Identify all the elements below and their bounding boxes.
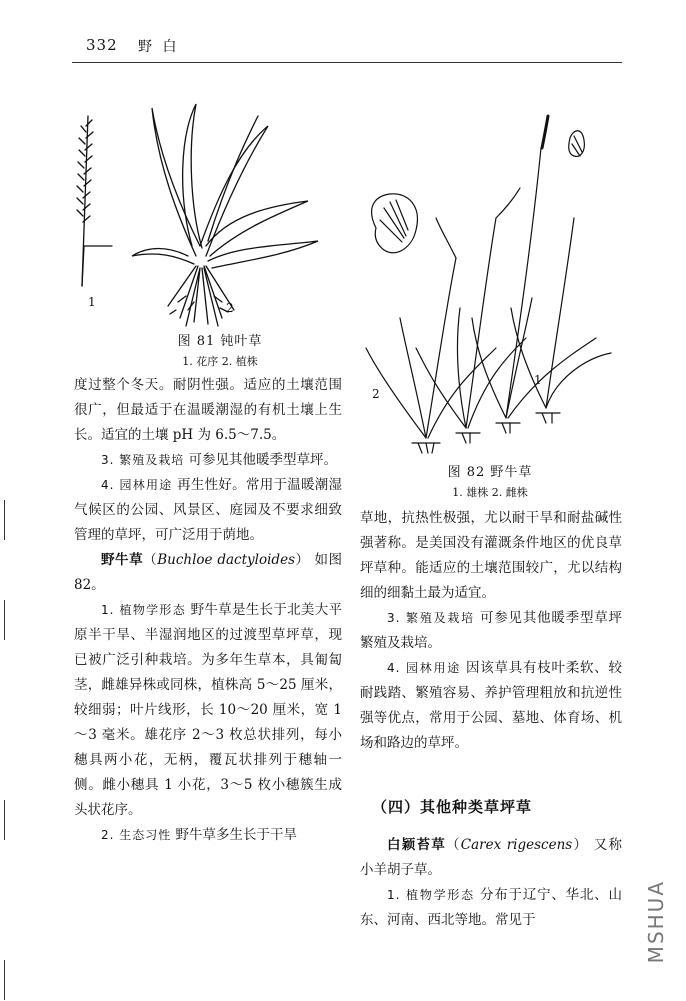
figure-82-title: 图 82 野牛草: [447, 465, 533, 480]
header-rule: [72, 62, 622, 63]
left-species-intro: [74, 548, 342, 598]
left-paragraph-2: [74, 448, 342, 473]
left-subhead-landscape-use: 4. 园林用途: [101, 478, 173, 492]
right-paragraph-5-body: 分布于辽宁、华北、山东、河南、西北等地。常见于: [360, 887, 623, 928]
right-species-intro-rest: ） 又称小羊胡子草。: [360, 837, 623, 878]
left-paragraph-6-body: 野牛草多生长于干旱: [171, 827, 298, 843]
right-paren-open: （: [446, 837, 461, 853]
species-name-buffalograss: 野牛草: [101, 552, 144, 568]
left-paragraph-5-body: 野牛草是生长于北美大平原半干旱、半湿润地区的过渡型草坪草，现已被广泛引种栽培。为多年生草本，具匍匐茎，雌雄异株或同株，植株高 5～25 厘米，较细弱；叶片线形，长 10～20 厘米，宽 1～3 毫米。雄花序 2～3 枚总状排列，每小穗具两小花，无柄，覆瓦状排列于穗轴一侧。雌小穗具 1 小花，3～5 枚小穗簇生成头状花序。: [74, 602, 343, 818]
figure-81-subcaption: 1. 花序 2. 植株: [182, 355, 258, 368]
right-paragraph-3-body: 因该草具有枝叶柔软、较耐践踏、繁殖容易、养护管理粗放和抗逆性强等优点，常用于公园、墓地、体育场、机场和路边的草坪。: [360, 660, 622, 751]
latin-name-carex: Carex rigescens: [460, 837, 573, 853]
right-subhead-morphology: 1. 植物学形态: [387, 888, 475, 902]
figure-82-label-2: 2: [372, 387, 380, 401]
left-paragraph-5: [74, 598, 342, 823]
right-paragraph-5: [360, 883, 622, 933]
figure-82-caption: [390, 463, 590, 503]
left-subhead-ecology: 2. 生态习性: [101, 828, 172, 842]
right-subhead-landscape-use: 4. 园林用途: [387, 661, 461, 675]
figure-82-illustration: [356, 98, 618, 458]
watermark: MSHUA: [644, 880, 668, 964]
right-paragraph-2: [360, 606, 622, 656]
left-subhead-propagation: 3. 繁殖及栽培: [101, 453, 185, 467]
figure-81-illustration: [68, 96, 328, 328]
right-subhead-propagation: 3. 繁殖及栽培: [387, 611, 475, 625]
scan-edge-mark: [4, 960, 5, 1000]
left-paragraph-3-body: 再生性好。常用于温暖潮湿气候区的公园、风景区、庭园及不要求细致管理的草坪，可广泛用于荫地。: [74, 477, 343, 543]
left-subhead-morphology: 1. 植物学形态: [101, 603, 187, 617]
right-paragraph-1: 草地，抗热性极强，尤以耐干旱和耐盐碱性强著称。是美国没有灌溉条件地区的优良草坪草种。能适应的土壤范围较广，尤以结构细的细黏土最为适宜。: [360, 510, 622, 601]
left-paragraph-3: [74, 473, 342, 548]
right-species-intro: [360, 833, 622, 883]
left-paragraph-1: 度过整个冬天。耐阴性强。适应的土壤范围很广，但最适于在温暖潮湿的有机土壤上生长。适宜的土壤 pH 为 6.5～7.5。: [74, 377, 342, 443]
figure-81-label-1: 1: [88, 295, 96, 309]
scan-edge-mark: [4, 600, 5, 640]
left-species-intro-rest: ） 如图 82。: [74, 552, 342, 593]
right-paragraph-2-body: 可参见其他暖季型草坪繁殖及栽培。: [360, 610, 623, 651]
right-paragraph-3: [360, 656, 622, 756]
scan-edge-mark: [4, 800, 5, 840]
right-column-lower: [360, 833, 622, 933]
left-column: [74, 373, 342, 848]
left-paragraph-2-body: 可参见其他暖季型草坪。: [184, 452, 338, 468]
page-number: 332: [86, 36, 118, 54]
figure-82-subcaption: 1. 雄株 2. 雌株: [452, 486, 528, 499]
figure-81-label-2: 2: [226, 301, 234, 315]
latin-name-buchloe: Buchloe dactyloides: [157, 552, 295, 568]
figure-81-title: 图 81 钝叶草: [177, 334, 263, 349]
figure-82-label-1: 1: [534, 373, 542, 387]
section-heading: （四）其他种类草坪草: [372, 798, 533, 816]
running-title: 野 白: [138, 39, 180, 55]
species-name-carex: 白颖苔草: [387, 837, 446, 853]
left-paren-open: （: [143, 552, 158, 568]
scan-edge-mark: [4, 500, 5, 540]
right-column: [360, 506, 622, 756]
left-paragraph-6: [74, 823, 342, 848]
figure-81-caption: [120, 332, 320, 372]
